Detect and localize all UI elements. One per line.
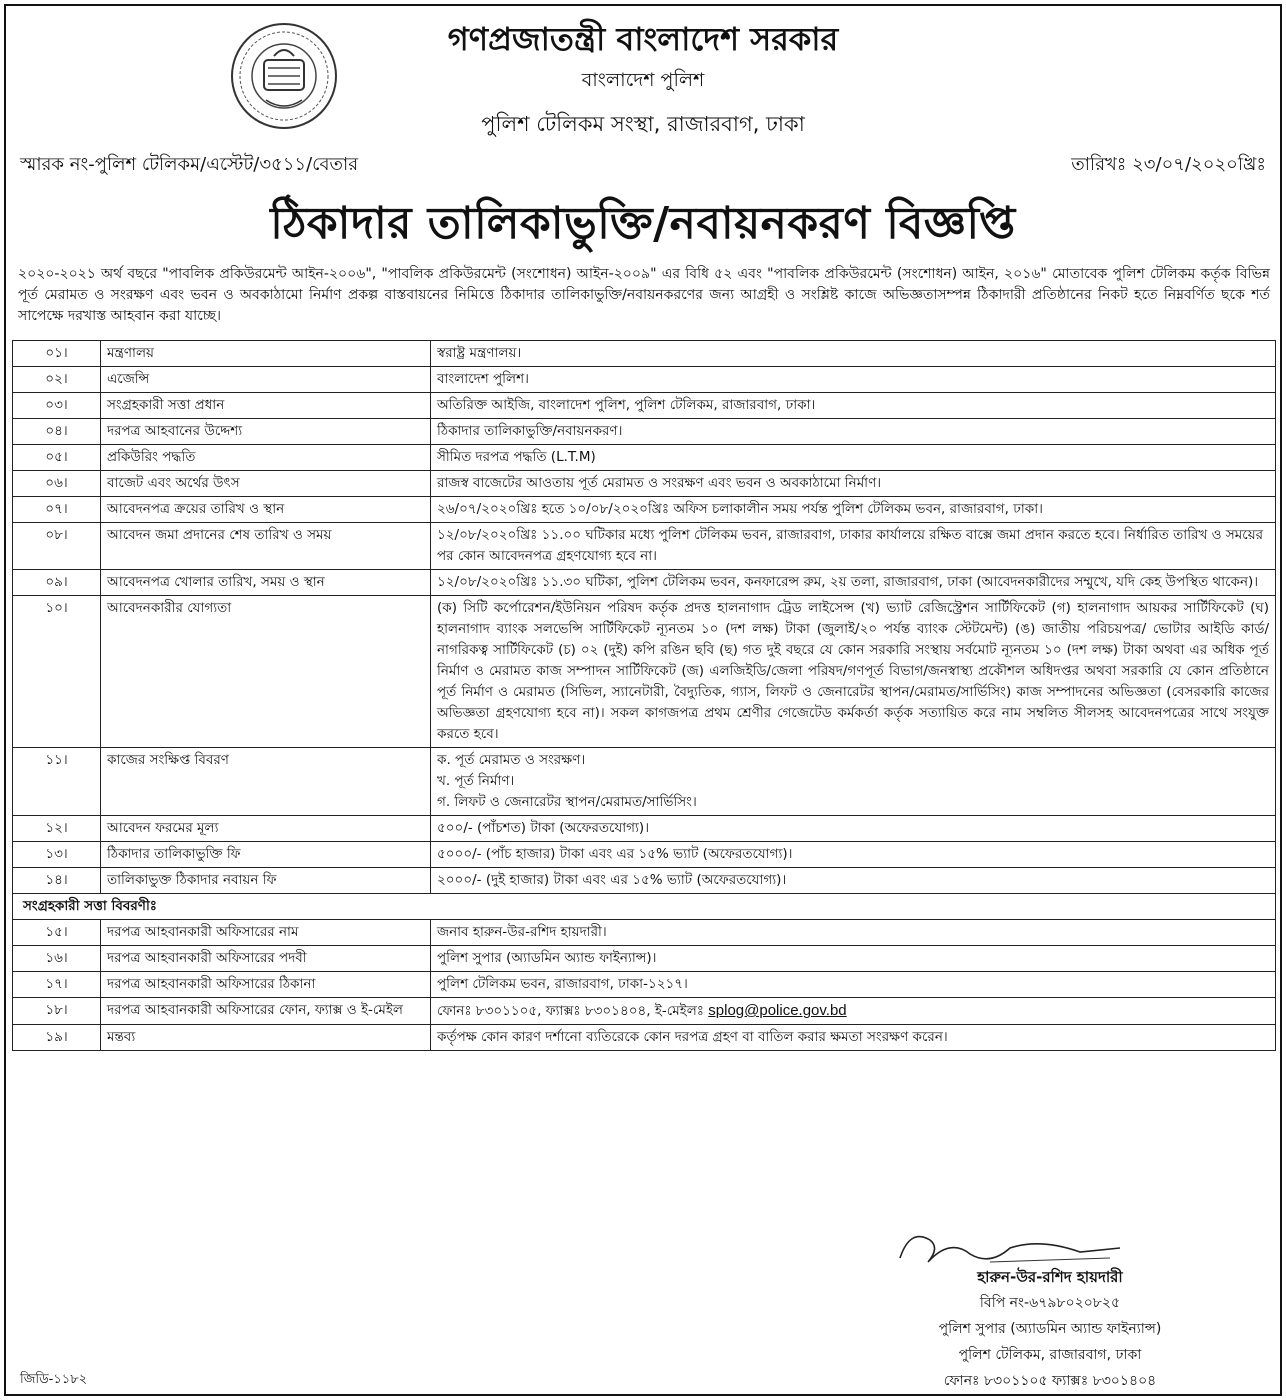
row-item: তালিকাভুক্ত ঠিকাদার নবায়ন ফি (101, 868, 431, 894)
work-line: ক. পূর্ত মেরামত ও সংরক্ষণ। (437, 752, 586, 768)
signatory-phone: ফোনঃ ৮৩০১১০৫ ফ্যাক্সঃ ৮৩০১৪০৪ (943, 1373, 1157, 1389)
row-value: ১২/০৮/২০২০খ্রিঃ ১১.৩০ ঘটিকা, পুলিশ টেলিকম ভবন, কনফারেন্স রুম, ২য় তলা, রাজারবাগ, ঢাকা (আবেদনকারীদের সম্মুখে, যদি কেহ উপস্থিত থাকেন)। (431, 570, 1276, 596)
row-value: কর্তৃপক্ষ কোন কারণ দর্শানো ব্যতিরেকে কোন দরপত্র গ্রহণ বা বাতিল করার ক্ষমতা সংরক্ষণ করেন। (431, 1025, 1276, 1051)
table-row (13, 998, 1276, 1025)
row-value: ঠিকাদার তালিকাভুক্তি/নবায়নকরণ। (431, 419, 1276, 445)
row-item: মন্ত্রণালয় (101, 341, 431, 367)
row-value: পুলিশ সুপার (অ্যাডমিন অ্যান্ড ফাইন্যান্স)। (431, 946, 1276, 972)
row-number: ১২। (13, 816, 101, 842)
table-row (13, 596, 1276, 748)
table-row (13, 497, 1276, 523)
memo-number: স্মারক নং-পুলিশ টেলিকম/এস্টেট/৩৫১১/বেতার (20, 154, 359, 175)
table-row (13, 920, 1276, 946)
office-heading: পুলিশ টেলিকম সংস্থা, রাজারবাগ, ঢাকা (481, 112, 805, 136)
row-number: ১৩। (13, 842, 101, 868)
row-number: ০৫। (13, 445, 101, 471)
row-value: ১২/০৮/২০২০খ্রিঃ ১১.০০ ঘটিকার মধ্যে পুলিশ টেলিকম ভবন, রাজারবাগ, ঢাকার কার্যালয়ে রক্ষিত বাক্সে জমা প্রদান করতে হবে। নির্ধারিত তারিখ ও সময়ের পর কোন আবেদনপত্র গ্রহণযোগ্য হবে না। (431, 523, 1276, 570)
row-value: (ক) সিটি কর্পোরেশন/ইউনিয়ন পরিষদ কর্তৃক প্রদত্ত হালনাগাদ ট্রেড লাইসেন্স (খ) ভ্যাট রেজিস্ট্রেশন সার্টিফিকেট (গ) হালনাগাদ আয়কর সার্টিফিকেট (ঘ) হালনাগাদ ব্যাংক সলভেন্সি সার্টিফিকেট ন্যূনতম ১০ (দশ লক্ষ) টাকা (জুলাই/২০ পর্যন্ত ব্যাংক স্টেটমেন্ট) (ঙ) জাতীয় পরিচয়পত্র/ ভোটার আইডি কার্ড/নাগরিকত্ব সার্টিফিকেট (চ) ০২ (দুই) কপি রঙিন ছবি (ছ) গত দুই বছরে যে কোন সরকারি সংস্থায় সর্বমোট ন্যূনতম ১০ (দশ লক্ষ) টাকা অথবা এর অধিক পূর্ত নির্মাণ ও মেরামত কাজ সম্পাদন সার্টিফিকেট (জ) এলজিইডি/জেলা পরিষদ/গণপূর্ত বিভাগ/জনস্বাস্থ্য প্রকৌশল অধিদপ্তর অথবা সরকারি যে কোন প্রতিষ্ঠানে পূর্ত নির্মাণ ও মেরামত (সিভিল, স্যানেটারী, বৈদ্যুতিক, গ্যাস, লিফট ও জেনারেটর স্থাপন/মেরামত/সার্ভিসিং) কাজ সম্পাদনের অভিজ্ঞতা (বেসরকারি কাজের অভিজ্ঞতা গ্রহণযোগ্য হবে না)। সকল কাগজপত্র প্রথম শ্রেণীর গেজেটেড কর্মকর্তা কর্তৃক সত্যায়িত করে নাম সম্বলিত সীলসহ আবেদনপত্রের সাথে সংযুক্ত করতে হবে। (431, 596, 1276, 748)
section-heading-row (13, 894, 1276, 920)
table-row (13, 972, 1276, 998)
row-number: ০৭। (13, 497, 101, 523)
row-value: ৫০০/- (পাঁচশত) টাকা (অফেরতযোগ্য)। (431, 816, 1276, 842)
department-heading: বাংলাদেশ পুলিশ (581, 69, 705, 91)
table-row (13, 816, 1276, 842)
row-number: ১০। (13, 596, 101, 748)
row-item: কাজের সংক্ষিপ্ত বিবরণ (101, 748, 431, 816)
row-value: স্বরাষ্ট্র মন্ত্রণালয়। (431, 341, 1276, 367)
government-heading: গণপ্রজাতন্ত্রী বাংলাদেশ সরকার (447, 20, 839, 58)
row-value: ২০০০/- (দুই হাজার) টাকা এবং এর ১৫% ভ্যাট (অফেরতযোগ্য)। (431, 868, 1276, 894)
row-number: ১৬। (13, 946, 101, 972)
table-row (13, 946, 1276, 972)
signatory-office: পুলিশ টেলিকম, রাজারবাগ, ঢাকা (958, 1347, 1142, 1363)
row-number: ১৪। (13, 868, 101, 894)
work-line: খ. পূর্ত নির্মাণ। (437, 773, 515, 789)
table-row (13, 471, 1276, 497)
row-number: ১৭। (13, 972, 101, 998)
row-value: ২৬/০৭/২০২০খ্রিঃ হতে ১০/০৮/২০২০খ্রিঃ অফিস চলাকালীন সময় পর্যন্ত পুলিশ টেলিকম ভবন, রাজারবাগ, ঢাকা। (431, 497, 1276, 523)
signatory-designation: পুলিশ সুপার (অ্যাডমিন অ্যান্ড ফাইন্যান্স) (938, 1321, 1162, 1337)
table-row (13, 367, 1276, 393)
work-line: গ. লিফট ও জেনারেটর স্থাপন/মেরামত/সার্ভিসিং। (437, 794, 697, 810)
table-row (13, 868, 1276, 894)
table-row (13, 445, 1276, 471)
row-value (431, 998, 1276, 1025)
row-number: ০৩। (13, 393, 101, 419)
row-value: বাংলাদেশ পুলিশ। (431, 367, 1276, 393)
row-item: এজেন্সি (101, 367, 431, 393)
memo-date: তারিখঃ ২৩/০৭/২০২০খ্রিঃ (1071, 154, 1266, 175)
section-heading: সংগ্রহকারী সত্তা বিবরণীঃ (13, 894, 1276, 920)
table-row (13, 570, 1276, 596)
row-number: ০৯। (13, 570, 101, 596)
table-row (13, 748, 1276, 816)
row-item: প্রকিউরিং পদ্ধতি (101, 445, 431, 471)
intro-paragraph: ২০২০-২০২১ অর্থ বছরে "পাবলিক প্রকিউরমেন্ট আইন-২০০৬", "পাবলিক প্রকিউরমেন্ট (সংশোধন) আইন-২০০৯" এর বিধি ৫২ এবং "পাবলিক প্রকিউরমেন্ট (সংশোধন) আইন, ২০১৬" মোতাবেক পুলিশ টেলিকম কর্তৃক বিভিন্ন পূর্ত মেরামত ও সংরক্ষণ এবং ভবন ও অবকাঠামো নির্মাণ প্রকল্প বাস্তবায়নের নিমিত্তে ঠিকাদার তালিকাভুক্তি/নবায়নকরণের জন্য আগ্রহী ও সংশ্লিষ্ট কাজে অভিজ্ঞতাসম্পন্ন ঠিকাদারী প্রতিষ্ঠানের নিকট হতে নিম্নবর্ণিত ছকে শর্ত সাপেক্ষে দরখাস্ত আহবান করা যাচ্ছে। (18, 266, 1270, 324)
row-number: ০৪। (13, 419, 101, 445)
row-number: ১৮। (13, 998, 101, 1025)
row-item: বাজেট এবং অর্থের উৎস (101, 471, 431, 497)
row-item: দরপত্র আহবানকারী অফিসারের ঠিকানা (101, 972, 431, 998)
row-number: ১৫। (13, 920, 101, 946)
row-value: পুলিশ টেলিকম ভবন, রাজারবাগ, ঢাকা-১২১৭। (431, 972, 1276, 998)
table-row (13, 1025, 1276, 1051)
row-item: আবেদনপত্র খোলার তারিখ, সময় ও স্থান (101, 570, 431, 596)
row-item: দরপত্র আহবানকারী অফিসারের পদবী (101, 946, 431, 972)
notice-table (12, 340, 1276, 1051)
row-value: সীমিত দরপত্র পদ্ধতি (L.T.M) (431, 445, 1276, 471)
signatory-bp: বিপি নং-৬৭৯৮০২০৮২৫ (979, 1295, 1121, 1311)
signature-block (870, 1264, 1230, 1394)
row-item: দরপত্র আহবানকারী অফিসারের ফোন, ফ্যাক্স ও ই-মেইল (101, 998, 431, 1025)
contact-text: ফোনঃ ৮৩০১১০৫, ফ্যাক্সঃ ৮৩০১৪০৪, ই-মেইলঃ (437, 1003, 704, 1019)
row-number: ০১। (13, 341, 101, 367)
email-link[interactable]: splog@police.gov.bd (708, 1002, 847, 1019)
row-number: ০৬। (13, 471, 101, 497)
table-row (13, 523, 1276, 570)
row-item: দরপত্র আহবানের উদ্দেশ্য (101, 419, 431, 445)
row-item: মন্তব্য (101, 1025, 431, 1051)
notice-title: ঠিকাদার তালিকাভুক্তি/নবায়নকরণ বিজ্ঞপ্তি (270, 198, 1016, 249)
table-row (13, 341, 1276, 367)
row-number: ০৮। (13, 523, 101, 570)
row-item: দরপত্র আহবানকারী অফিসারের নাম (101, 920, 431, 946)
row-number: ১১। (13, 748, 101, 816)
signatory-name: হারুন-উর-রশিদ হায়দারী (977, 1268, 1123, 1286)
row-value: ৫০০০/- (পাঁচ হাজার) টাকা এবং এর ১৫% ভ্যাট (অফেরতযোগ্য)। (431, 842, 1276, 868)
row-value (431, 748, 1276, 816)
table-row (13, 419, 1276, 445)
row-item: আবেদন জমা প্রদানের শেষ তারিখ ও সময় (101, 523, 431, 570)
table-row (13, 393, 1276, 419)
row-item: আবেদন ফরমের মূল্য (101, 816, 431, 842)
row-number: ১৯। (13, 1025, 101, 1051)
row-item: আবেদনকারীর যোগ্যতা (101, 596, 431, 748)
row-value: জনাব হারুন-উর-রশিদ হায়দারী। (431, 920, 1276, 946)
row-number: ০২। (13, 367, 101, 393)
row-item: সংগ্রহকারী সত্তা প্রধান (101, 393, 431, 419)
row-value: রাজস্ব বাজেটের আওতায় পূর্ত মেরামত ও সংরক্ষণ এবং ভবন ও অবকাঠামো নির্মাণ। (431, 471, 1276, 497)
table-row (13, 842, 1276, 868)
row-item: ঠিকাদার তালিকাভুক্তি ফি (101, 842, 431, 868)
row-value: অতিরিক্ত আইজি, বাংলাদেশ পুলিশ, পুলিশ টেলিকম, রাজারবাগ, ঢাকা। (431, 393, 1276, 419)
footer-code: জিডি-১১৮২ (20, 1372, 88, 1387)
row-item: আবেদনপত্র ক্রয়ের তারিখ ও স্থান (101, 497, 431, 523)
